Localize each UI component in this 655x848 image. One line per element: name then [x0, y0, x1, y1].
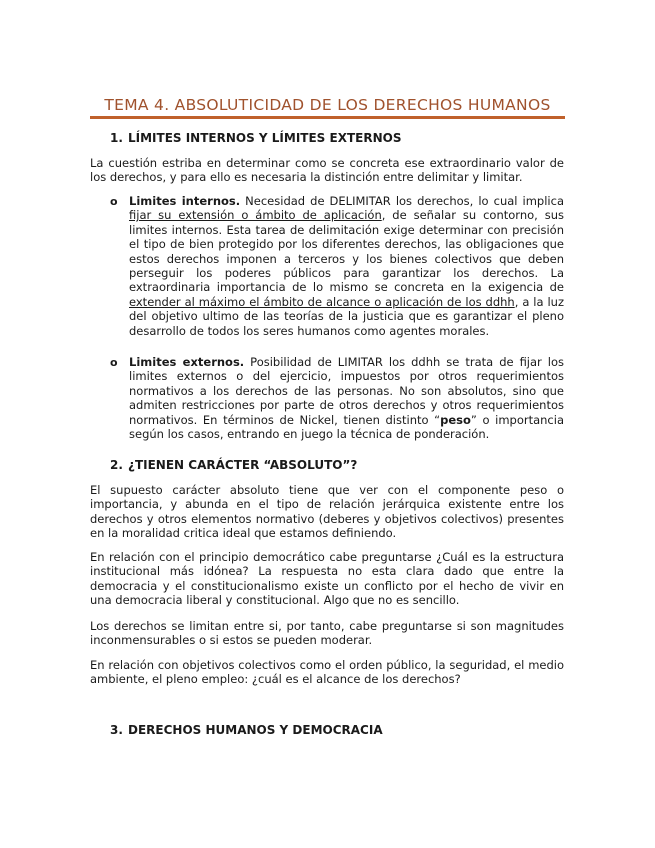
section-2-heading	[110, 458, 357, 472]
section-title: DERECHOS HUMANOS Y DEMOCRACIA	[128, 723, 383, 737]
underlined-text: fijar su extensión o ámbito de aplicación	[129, 208, 382, 223]
title-underline	[90, 116, 565, 119]
section-number: 3.	[110, 723, 123, 737]
section-2-paragraph: Los derechos se limitan entre si, por tanto, cabe preguntarse si son magnitudes inconmensurables o si estos se pueden moderar.	[90, 619, 564, 648]
bullet-limites-externos	[129, 355, 564, 441]
bold-text: peso	[440, 412, 471, 427]
section-1-intro: La cuestión estriba en determinar como se concreta ese extraordinario valor de los derechos, y para ello es necesaria la distinción entre delimitar y limitar.	[90, 156, 564, 185]
bullet-marker: o	[110, 356, 118, 369]
bullet-text: , a la luz del objetivo ultimo de las teorías de la justicia que es garantizar el pleno desarrollo de todos los seres humanos como agentes morales.	[129, 294, 565, 338]
section-2-paragraph: En relación con el principio democrático cabe preguntarse ¿Cuál es la estructura institucional más idónea? La respuesta no esta clara dado que entre la democracia y el constitucionalismo existe un conflicto por el hecho de vivir en una democracia liberal y constitucional. Algo que no es sencillo.	[90, 550, 564, 608]
bullet-text: Posibilidad de LIMITAR los ddhh se trata de fijar los limites externos o del ejercicio, impuestos por otros requerimientos normativos a los derechos de las personas. No son absolutos, sino que admiten restricciones por parte de otros derechos y otros requerimientos normativos. En términos de Nickel, tienen distinto “	[129, 355, 564, 427]
section-number: 2.	[110, 458, 123, 472]
section-2-paragraph: En relación con objetivos colectivos como el orden público, la seguridad, el medio ambiente, el pleno empleo: ¿cuál es el alcance de los derechos?	[90, 658, 564, 687]
page-title: TEMA 4. ABSOLUTICIDAD DE LOS DERECHOS HUMANOS	[104, 96, 551, 114]
section-title: ¿TIENEN CARÁCTER “ABSOLUTO”?	[128, 458, 358, 472]
section-title: LÍMITES INTERNOS Y LÍMITES EXTERNOS	[128, 131, 402, 145]
bullet-marker: o	[110, 195, 118, 208]
section-2-paragraph: El supuesto carácter absoluto tiene que ver con el componente peso o importancia, y abunda en el tipo de relación jerárquica existente entre los derechos y otros elementos normativo (deberes y objetivos colectivos) presentes en la moralidad critica ideal que estamos definiendo.	[90, 483, 564, 541]
bullet-text: , de señalar su contorno, sus limites internos. Esta tarea de delimitación exige determinar con precisión el tipo de bien protegido por los diferentes derechos, las obligaciones que estos derechos imponen a terceros y los bienes colectivos que deben perseguir los poderes públicos para garantizar los derechos. La extraordinaria importancia de lo mismo se concreta en la exigencia de	[129, 208, 564, 295]
bullet-text: Necesidad de DELIMITAR los derechos, lo cual implica	[240, 194, 564, 208]
bullet-lead: Limites externos.	[129, 355, 245, 369]
section-number: 1.	[110, 131, 123, 145]
bullet-limites-internos	[129, 194, 564, 338]
section-1-heading	[110, 131, 401, 145]
bullet-text: ” o importancia según los casos, entrando en juego la técnica de ponderación.	[129, 412, 564, 442]
section-3-heading	[110, 723, 383, 737]
bullet-lead: Limites internos.	[129, 194, 241, 208]
underlined-text: extender al máximo el ámbito de alcance o aplicación de los ddhh	[129, 294, 515, 309]
